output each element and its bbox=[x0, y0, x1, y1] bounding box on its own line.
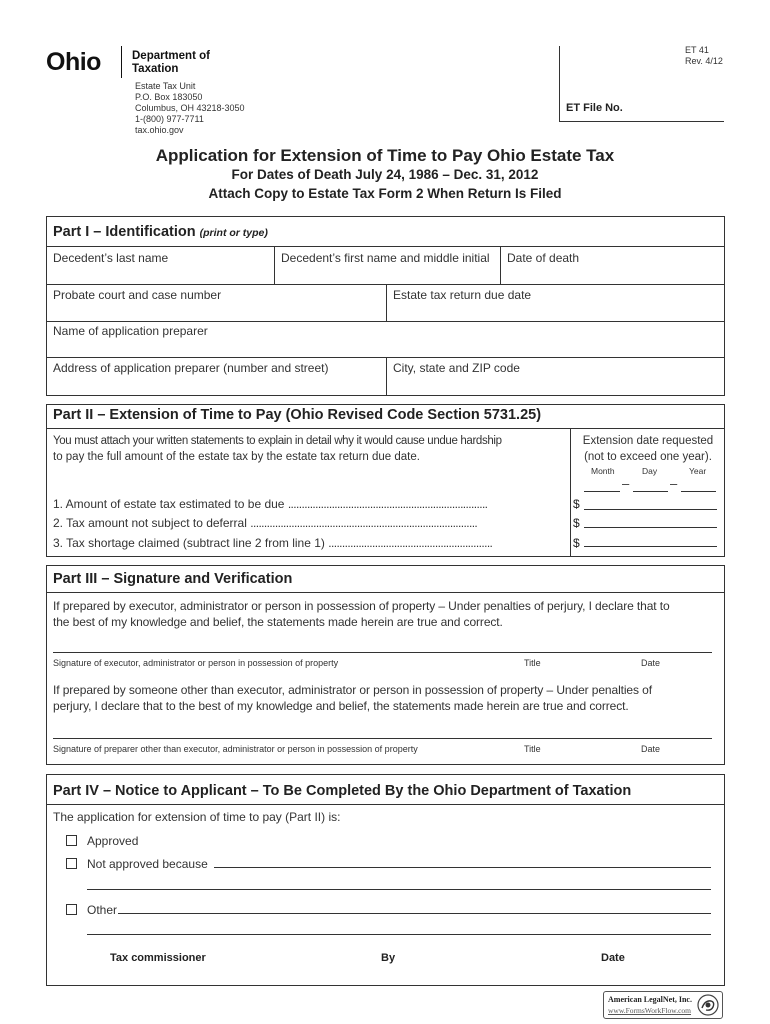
line-3-dollar: $ bbox=[573, 536, 580, 550]
year-label: Year bbox=[689, 466, 707, 476]
line-2-leader: ................................................................................... bbox=[250, 516, 478, 530]
line-1-leader: ......................................................................... bbox=[287, 497, 488, 511]
executor-title-label: Title bbox=[524, 658, 541, 668]
date-dash: – bbox=[670, 476, 678, 491]
decedent-last-name-field[interactable]: Decedent’s last name bbox=[53, 251, 169, 265]
commissioner-date-label: Date bbox=[601, 952, 625, 964]
day-label: Day bbox=[642, 466, 658, 476]
line-3-label bbox=[53, 535, 492, 551]
executor-declaration bbox=[53, 598, 721, 630]
line-1-label bbox=[53, 496, 487, 512]
return-due-date-field[interactable]: Estate tax return due date bbox=[393, 288, 532, 302]
line-3-amount-input[interactable] bbox=[584, 546, 717, 547]
instructions-line: You must attach your written statements to explain in detail why it would cause undue hardship bbox=[53, 435, 502, 447]
preparer-date-label: Date bbox=[641, 744, 661, 754]
part1-title-text: Part I – Identification bbox=[53, 224, 196, 240]
part3-divider bbox=[46, 592, 725, 593]
extension-box-divider bbox=[570, 428, 571, 556]
address-line: Columbus, OH 43218-3050 bbox=[135, 103, 245, 113]
part4-intro: The application for extension of time to pay (Part II) is: bbox=[53, 810, 341, 824]
month-input[interactable] bbox=[584, 491, 620, 492]
department-line1: Department of bbox=[132, 50, 210, 62]
address-line: 1-(800) 977-7711 bbox=[135, 114, 204, 124]
declaration-line: perjury, I declare that to the best of my knowledge and belief, the statements made herein are true and correct. bbox=[53, 699, 629, 713]
by-label: By bbox=[381, 952, 396, 964]
tax-commissioner-label: Tax commissioner bbox=[110, 952, 206, 964]
divider bbox=[500, 246, 501, 284]
decedent-first-name-field[interactable]: Decedent’s first name and middle initial bbox=[281, 251, 490, 265]
executor-signature-label: Signature of executor, administrator or person in possession of property bbox=[53, 658, 339, 668]
not-approved-label: Not approved because bbox=[87, 857, 208, 871]
declaration-line: If prepared by someone other than executor, administrator or person in possession of property – Under penalties of bbox=[53, 683, 652, 697]
part2-title: Part II – Extension of Time to Pay (Ohio Revised Code Section 5731.25) bbox=[53, 407, 542, 423]
part1-divider bbox=[46, 246, 725, 247]
publisher-name: American LegalNet, Inc. bbox=[608, 995, 692, 1004]
date-dash: – bbox=[622, 476, 630, 491]
other-label: Other bbox=[87, 903, 118, 917]
line-1-dollar: $ bbox=[573, 497, 580, 511]
revision-date: Rev. 4/12 bbox=[685, 56, 723, 66]
extension-label-line: (not to exceed one year). bbox=[584, 451, 712, 463]
file-no-label: ET File No. bbox=[566, 102, 623, 114]
line-2-amount-input[interactable] bbox=[584, 527, 717, 528]
address-line: P.O. Box 183050 bbox=[135, 92, 203, 102]
preparer-signature-input[interactable] bbox=[53, 738, 712, 739]
address-line: tax.ohio.gov bbox=[135, 125, 184, 135]
line-1-amount-input[interactable] bbox=[584, 509, 717, 510]
date-of-death-field[interactable]: Date of death bbox=[507, 251, 580, 265]
executor-date-label: Date bbox=[641, 658, 661, 668]
agency-address bbox=[135, 81, 245, 136]
file-no-box-left bbox=[559, 46, 560, 122]
publisher-site: www.FormsWorkFlow.com bbox=[608, 1006, 692, 1015]
logo-divider bbox=[121, 46, 122, 78]
line-3-text: 3. Tax shortage claimed (subtract line 2 from line 1) bbox=[53, 536, 325, 550]
divider bbox=[274, 246, 275, 284]
not-approved-reason-input[interactable] bbox=[214, 867, 711, 868]
part2-divider bbox=[46, 428, 725, 429]
part1-note: (print or type) bbox=[199, 227, 268, 239]
month-label: Month bbox=[591, 466, 615, 476]
instructions-line: to pay the full amount of the estate tax by the estate tax return due date. bbox=[53, 451, 420, 463]
approved-label: Approved bbox=[87, 834, 139, 848]
line-2-dollar: $ bbox=[573, 516, 580, 530]
not-approved-checkbox[interactable] bbox=[66, 858, 77, 869]
preparer-address-field[interactable]: Address of application preparer (number and street) bbox=[53, 361, 329, 375]
form-number: ET 41 bbox=[685, 45, 709, 55]
divider bbox=[386, 284, 387, 321]
publisher-badge bbox=[603, 991, 723, 1019]
line-1-text: 1. Amount of estate tax estimated to be due bbox=[53, 497, 285, 511]
divider bbox=[386, 357, 387, 395]
line-2-text: 2. Tax amount not subject to deferral bbox=[53, 516, 247, 530]
address-line: Estate Tax Unit bbox=[135, 81, 196, 91]
preparer-title-label: Title bbox=[524, 744, 541, 754]
probate-court-field[interactable]: Probate court and case number bbox=[53, 288, 222, 302]
day-input[interactable] bbox=[633, 491, 668, 492]
line-3-leader: ............................................................ bbox=[328, 536, 493, 550]
form-subtitle-dates: For Dates of Death July 24, 1986 – Dec. 31, 2012 bbox=[231, 167, 539, 182]
department-line2: Taxation bbox=[132, 63, 179, 75]
city-state-zip-field[interactable]: City, state and ZIP code bbox=[393, 361, 520, 375]
year-input[interactable] bbox=[681, 491, 716, 492]
department-name bbox=[132, 50, 210, 76]
executor-signature-input[interactable] bbox=[53, 652, 712, 653]
approved-checkbox[interactable] bbox=[66, 835, 77, 846]
form-id bbox=[685, 45, 723, 67]
other-checkbox[interactable] bbox=[66, 904, 77, 915]
line-2-label bbox=[53, 515, 477, 531]
other-reason-input-2[interactable] bbox=[87, 934, 711, 935]
not-approved-reason-input-2[interactable] bbox=[87, 889, 711, 890]
preparer-declaration bbox=[53, 682, 721, 714]
extension-label-line: Extension date requested bbox=[582, 435, 714, 447]
ohio-logo: Ohio bbox=[46, 48, 101, 76]
part1-title bbox=[53, 224, 268, 240]
declaration-line: the best of my knowledge and belief, the statements made herein are true and correct. bbox=[53, 615, 503, 629]
part4-divider bbox=[46, 804, 725, 805]
preparer-name-field[interactable]: Name of application preparer bbox=[53, 324, 208, 338]
extension-date-label bbox=[572, 433, 724, 465]
part2-instructions bbox=[53, 433, 568, 465]
part4-title: Part IV – Notice to Applicant – To Be Completed By the Ohio Department of Taxation bbox=[53, 783, 632, 799]
form-subtitle-attach: Attach Copy to Estate Tax Form 2 When Return Is Filed bbox=[208, 186, 562, 201]
divider bbox=[46, 321, 725, 322]
file-no-box-bottom bbox=[559, 121, 724, 122]
part3-title: Part III – Signature and Verification bbox=[53, 571, 293, 587]
preparer-signature-label: Signature of preparer other than executor, administrator or person in possession of property bbox=[53, 744, 418, 754]
publisher-logo-icon bbox=[697, 994, 719, 1016]
declaration-line: If prepared by executor, administrator or person in possession of property – Under penalties of perjury, I declare that to bbox=[53, 599, 670, 613]
other-reason-input[interactable] bbox=[118, 913, 711, 914]
form-title: Application for Extension of Time to Pay Ohio Estate Tax bbox=[155, 146, 615, 165]
